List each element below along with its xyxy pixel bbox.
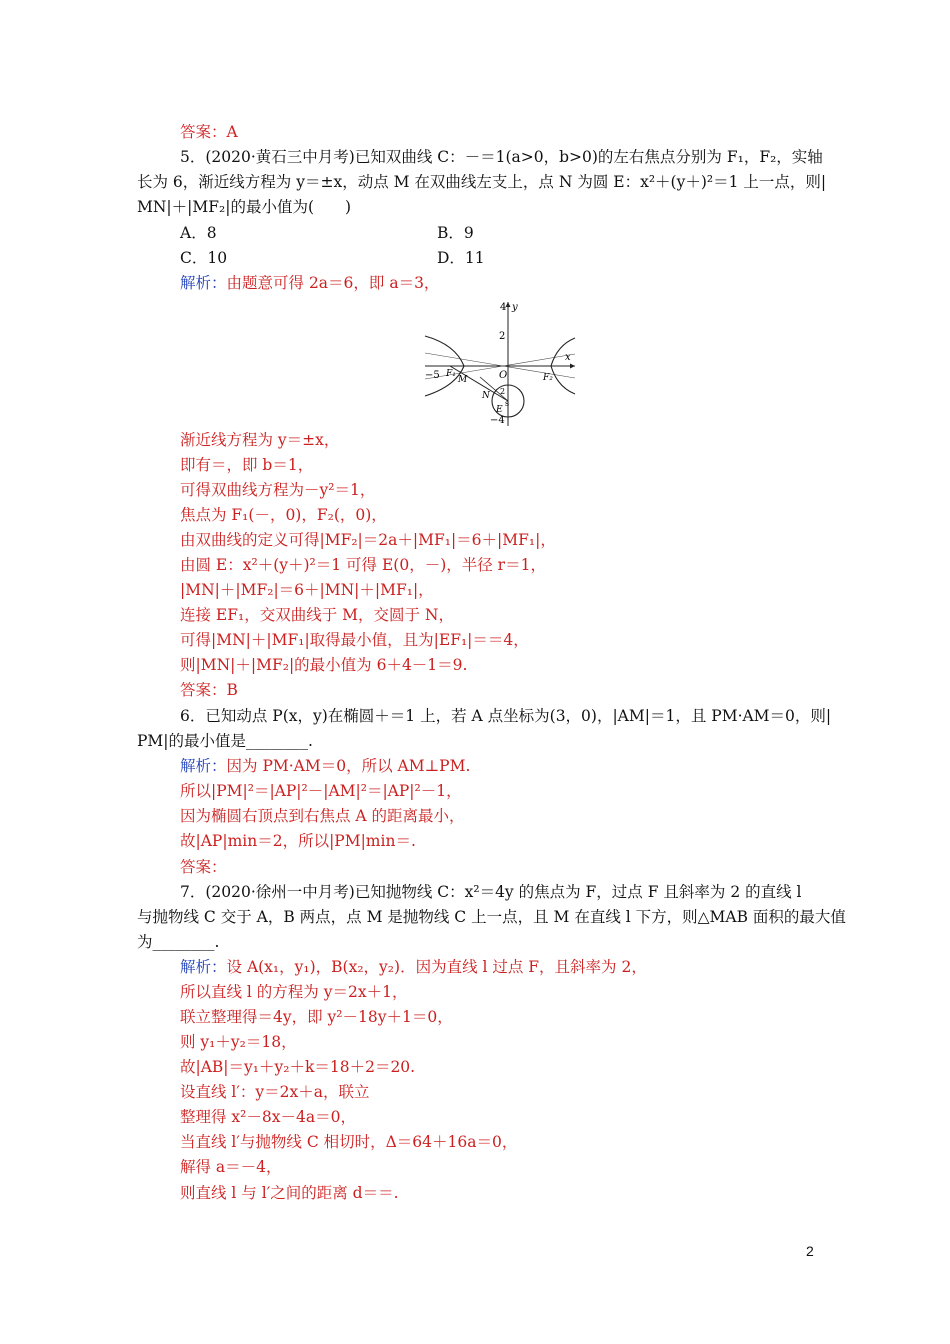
label-neg5: −5 [425,370,440,381]
q7-step-8: 解得 a＝－4， [180,1158,282,1176]
q5-option-a: A．8 [180,224,217,242]
q4-answer: 答案：A [180,123,238,141]
q7-step-7: 当直线 l′与抛物线 C 相切时，Δ＝64＋16a＝0， [180,1133,518,1151]
q5-step-9: 可得|MN|＋|MF₁|取得最小值，且为|EF₁|＝＝4， [180,631,529,649]
hyperbola-figure [420,298,580,428]
page-number: 2 [806,1243,814,1259]
x-axis-arrow [570,364,575,369]
q6-step-1: 所以|PM|²＝|AP|²－|AM|²＝|AP|²－1， [180,782,462,800]
label-m: M [458,375,468,385]
label-s: s [505,399,510,408]
analysis-text: 由题意可得 2a＝6，即 a＝3， [226,274,440,292]
q6-step-2: 因为椭圆右顶点到右焦点 A 的距离最小， [180,807,465,825]
q7-step-9: 则直线 l 与 l′之间的距离 d＝＝. [180,1184,399,1202]
q5-step-10: 则|MN|＋|MF₂|的最小值为 6＋4－1＝9. [180,656,468,674]
label-f2: F₂ [543,373,553,383]
label-e: E [496,405,503,415]
q7-step-1: 所以直线 l 的方程为 y＝2x＋1， [180,983,408,1001]
q5-answer: 答案：B [180,681,238,699]
q6-stem-line-1: 6．已知动点 P(x，y)在椭圆＋＝1 上，若 A 点坐标为(3，0)，|AM|＝1，且 PM·AM＝0，则| [180,707,832,725]
q5-option-b: B．9 [437,224,474,242]
q5-step-2: 即有＝，即 b＝1， [180,456,314,474]
q6-stem-line-2: PM|的最小值是________. [137,732,313,750]
q7-stem-line-1: 7．(2020·徐州一中月考)已知抛物线 C：x²＝4y 的焦点为 F，过点 F 且斜率为 2 的直线 l [180,883,802,901]
label-y: y [512,302,518,313]
q5-step-6: 由圆 E：x²＋(y＋)²＝1 可得 E(0，－)，半径 r＝1， [180,556,546,574]
label-4: 4 [500,302,507,313]
label-x: x [565,352,571,363]
q7-stem-line-2: 与抛物线 C 交于 A，B 两点，点 M 是抛物线 C 上一点，且 M 在直线 l 下方，则△MAB 面积的最大值 [137,908,846,926]
q6-step-3: 故|AP|min＝2，所以|PM|min＝. [180,832,416,850]
analysis-label: 解析： [180,274,227,292]
q7-step-2: 联立整理得＝4y，即 y²－18y＋1＝0， [180,1008,453,1026]
q7-analysis-first [180,956,647,978]
q7-step-5: 设直线 l′：y＝2x＋a，联立 [180,1083,370,1101]
q5-step-7: |MN|＋|MF₂|＝6＋|MN|＋|MF₁|， [180,581,434,599]
q5-step-1: 渐近线方程为 y＝±x， [180,431,340,449]
q5-option-d: D．11 [437,249,485,267]
q7-step-4: 故|AB|＝y₁＋y₂＋k＝18＋2＝20. [180,1058,416,1076]
q5-stem-line-2: 长为 6，渐近线方程为 y＝±x，动点 M 在双曲线左支上，点 N 为圆 E：x²＋(y＋)²＝1 上一点，则| [137,173,827,191]
q7-stem-line-3: 为________. [137,933,220,951]
q5-step-8: 连接 EF₁，交双曲线于 M，交圆于 N， [180,606,454,624]
q5-analysis-first [180,272,439,294]
q5-option-c: C．10 [180,249,228,267]
q5-step-5: 由双曲线的定义可得|MF₂|＝2a＋|MF₁|＝6＋|MF₁|， [180,531,556,549]
label-f1: F₁ [446,369,456,379]
label-minus2: 2 [500,387,506,396]
analysis-text: 因为 PM·AM＝0，所以 AM⊥PM. [226,757,471,775]
label-n: N [482,391,490,401]
q7-step-3: 则 y₁＋y₂＝18， [180,1033,297,1051]
label-o: O [499,370,508,381]
q6-analysis-first [180,755,470,777]
analysis-label: 解析： [180,958,227,976]
label-neg4: −4 [490,415,505,426]
label-2: 2 [499,331,506,342]
q7-step-6: 整理得 x²－8x－4a＝0， [180,1108,356,1126]
analysis-text: 设 A(x₁，y₁)，B(x₂，y₂)．因为直线 l 过点 F，且斜率为 2， [226,958,647,976]
q6-answer: 答案： [180,858,227,876]
analysis-label: 解析： [180,757,227,775]
q5-step-4: 焦点为 F₁(－，0)，F₂(，0)， [180,506,387,524]
q5-stem-line-1: 5．(2020·黄石三中月考)已知双曲线 C：－＝1(a>0，b>0)的左右焦点分别为 F₁，F₂，实轴 [180,148,823,166]
q5-step-3: 可得双曲线方程为－y²＝1， [180,481,376,499]
q5-stem-line-3: MN|＋|MF₂|的最小值为( ) [137,198,352,216]
